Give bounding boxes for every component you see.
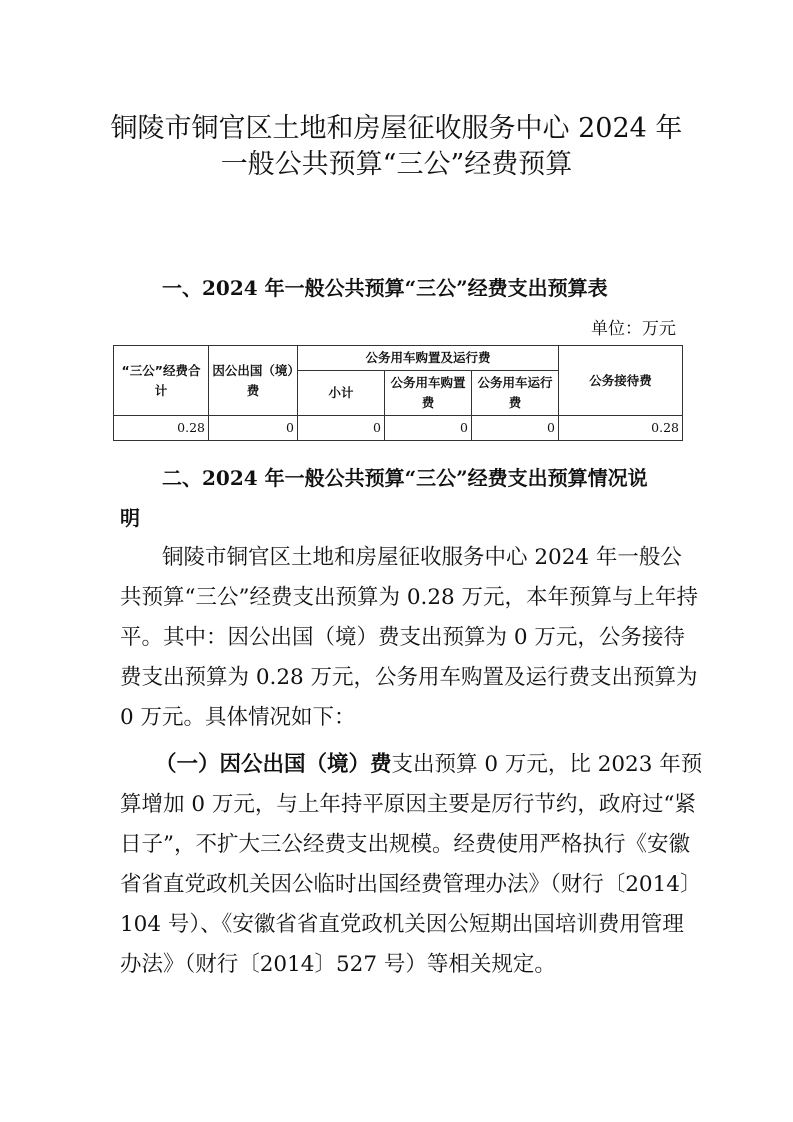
cell-reception: 0.28 <box>559 416 683 441</box>
para1-line: 平。其中：因公出国（境）费支出预算为 0 万元，公务接待 <box>120 625 685 650</box>
para2-text: 支出预算 0 万元，比 2023 年预 <box>391 752 703 777</box>
cell-total: 0.28 <box>114 416 209 441</box>
title-line-2: 一般公共预算“三公”经费预算 <box>220 149 573 180</box>
para2-line: 104 号）、《安徽省省直党政机关因公短期出国培训费用管理 <box>120 912 684 937</box>
cell-operation: 0 <box>472 416 559 441</box>
para1-line: 费支出预算为 0.28 万元，公务用车购置及运行费支出预算为 <box>120 665 698 690</box>
para1-line: 共预算“三公”经费支出预算为 0.28 万元，本年预算与上年持 <box>120 585 699 610</box>
unit-label: 单位：万元 <box>591 319 676 339</box>
para2-line: 日子”，不扩大三公经费支出规模。经费使用严格执行《安徽 <box>120 832 690 857</box>
table-row <box>114 416 683 441</box>
cell-subtotal: 0 <box>298 416 385 441</box>
section-2-heading: 二、2024 年一般公共预算“三公”经费支出预算情况说 <box>162 466 648 490</box>
section-2-heading-cont: 明 <box>120 506 140 530</box>
para2-line <box>155 747 703 778</box>
header-total: “三公”经费合计 <box>114 346 209 416</box>
cell-purchase: 0 <box>385 416 472 441</box>
cell-abroad: 0 <box>209 416 298 441</box>
header-subtotal: 小计 <box>298 371 385 416</box>
header-abroad: 因公出国（境）费 <box>209 346 298 416</box>
section-1-heading: 一、2024 年一般公共预算“三公”经费支出预算表 <box>162 276 608 300</box>
header-operation: 公务用车运行费 <box>472 371 559 416</box>
para1-line: 铜陵市铜官区土地和房屋征收服务中心 2024 年一般公 <box>162 545 682 570</box>
budget-table <box>113 345 683 441</box>
para2-line: 省省直党政机关因公临时出国经费管理办法》（财行〔2014〕 <box>120 872 702 897</box>
header-vehicle: 公务用车购置及运行费 <box>298 346 559 371</box>
header-purchase: 公务用车购置费 <box>385 371 472 416</box>
para2-line: 办法》（财行〔2014〕527 号）等相关规定。 <box>120 952 556 977</box>
para2-line: 算增加 0 万元，与上年持平原因主要是厉行节约，政府过“紧 <box>120 792 696 817</box>
subsection-heading: （一）因公出国（境）费 <box>155 752 392 777</box>
title-line-1: 铜陵市铜官区土地和房屋征收服务中心 2024 年 <box>110 113 683 144</box>
para1-line: 0 万元。具体情况如下： <box>120 705 356 730</box>
header-reception: 公务接待费 <box>559 346 683 416</box>
